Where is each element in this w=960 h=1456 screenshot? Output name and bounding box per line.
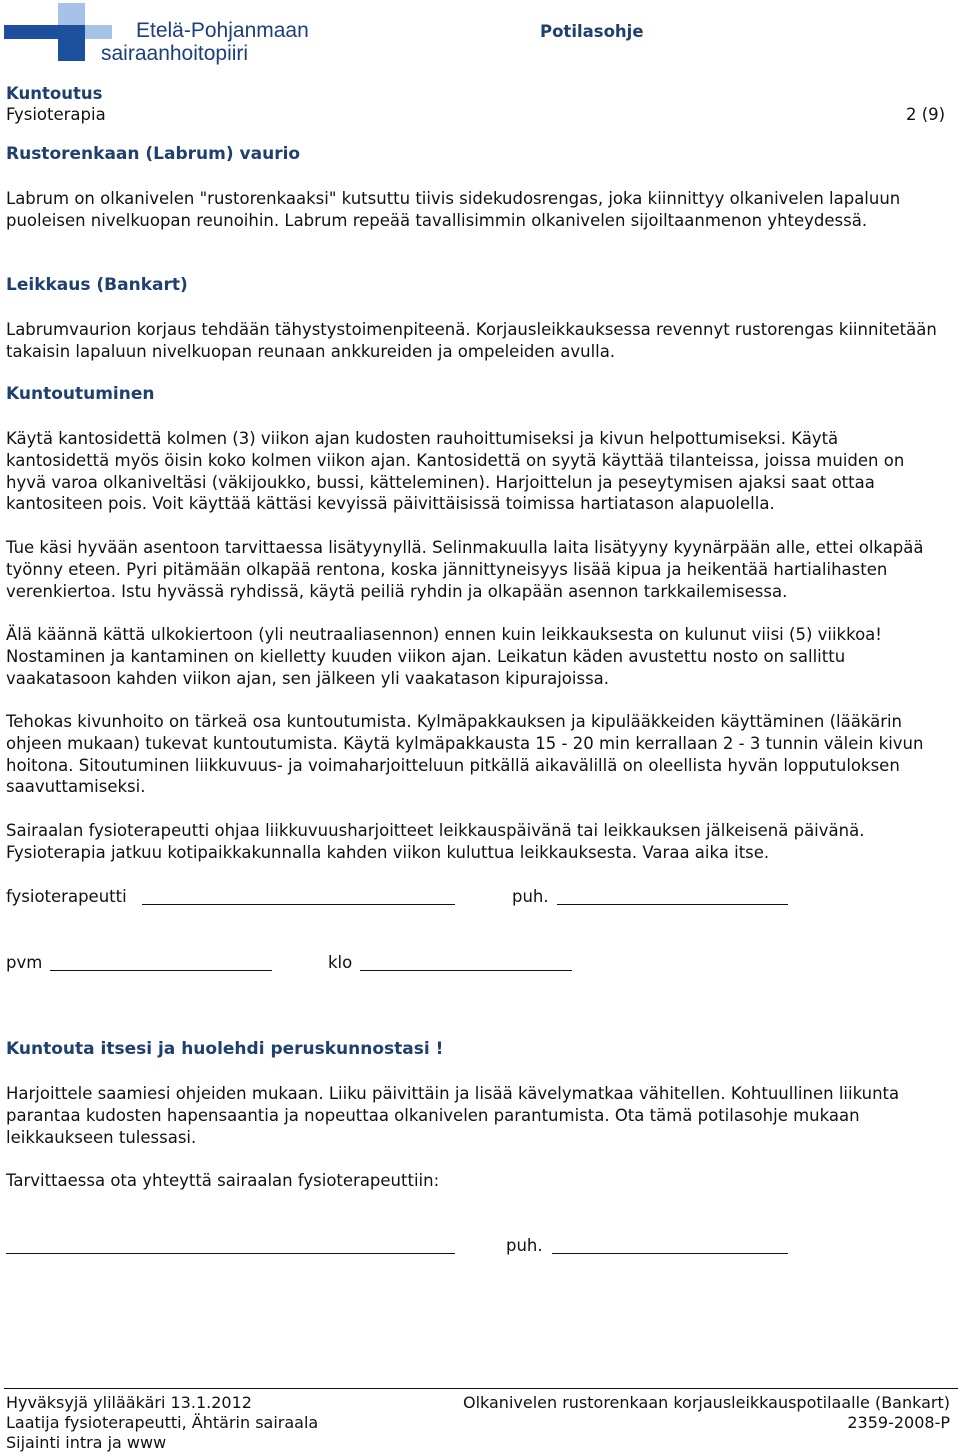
time-label: klo <box>328 953 353 972</box>
therapist-label: fysioterapeutti <box>6 887 127 906</box>
page-title: Rustorenkaan (Labrum) vaurio <box>6 144 301 164</box>
contact-phone-underline[interactable] <box>552 1253 788 1254</box>
rehab-paragraph-5: Sairaalan fysioterapeutti ohjaa liikkuvuusharjoitteet leikkauspäivänä tai leikkauksen jälkeisenä päivänä. Fysioterapia jatkuu kotipaikkakunnalla kahden viikon kuluttua leikkauksesta. Varaa aika itse. <box>6 821 865 862</box>
page-number: 2 (9) <box>906 105 946 124</box>
time-underline[interactable] <box>360 970 572 971</box>
contact-paragraph: Tarvittaessa ota yhteyttä sairaalan fysioterapeuttiin: <box>6 1171 440 1190</box>
logo-block-dark-center <box>40 25 85 39</box>
logo-block-dark-bottom <box>58 39 85 61</box>
org-name-line2: sairaanhoitopiiri <box>101 42 249 65</box>
selfcare-heading: Kuntouta itsesi ja huolehdi peruskunnostasi ! <box>6 1039 444 1059</box>
footer-location: Sijainti intra ja www <box>6 1433 167 1452</box>
contact-name-underline[interactable] <box>6 1253 455 1254</box>
footer-doc-code: 2359-2008-P <box>847 1413 950 1432</box>
rehab-paragraph-4: Tehokas kivunhoito on tärkeä osa kuntoutumista. Kylmäpakkauksen ja kipulääkkeiden käyttäminen (lääkärin ohjeen mukaan) tukevat kuntoutumista. Käytä kylmäpakkausta 15 - 20 min kerrallaan 2 - 3 tunnin välein kivun hoitona. Sitoutuminen liikkuvuus- ja voimaharjoitteluun pitkällä aikavälillä on oleellista hyvän lopputuloksen saavuttamiseksi. <box>6 712 924 797</box>
department-label: Kuntoutus <box>6 84 103 103</box>
rehab-paragraph-3: Älä käännä kättä ulkokiertoon (yli neutraaliasennon) ennen kuin leikkauksesta on kulunut viisi (5) viikkoa! Nostaminen ja kantaminen on kielletty kuuden viikon ajan. Leikatun käden avustettu nosto on sallittu vaakatasoon kahden viikon ajan, sen jälkeen yli vaakatason kipurajoissa. <box>6 625 882 688</box>
date-underline[interactable] <box>50 970 272 971</box>
unit-label: Fysioterapia <box>6 105 106 124</box>
rehab-heading: Kuntoutuminen <box>6 384 155 404</box>
therapist-phone-label: puh. <box>512 887 549 906</box>
surgery-heading: Leikkaus (Bankart) <box>6 275 188 295</box>
surgery-paragraph: Labrumvaurion korjaus tehdään tähystystoimenpiteenä. Korjausleikkauksessa revennyt rustorengas kiinnitetään takaisin lapaluun nivelkuopan reunaan ankkureiden ja ompeleiden avulla. <box>6 320 937 361</box>
rehab-paragraph-2: Tue käsi hyvään asentoon tarvittaessa lisätyynyllä. Selinmakuulla laita lisätyyny kyynärpään alle, ettei olkapää työnny eteen. Pyri pitämään olkapää rentona, koska jännittyneisyys lisää kipua ja heikentää hartialihasten verenkiertoa. Istu hyvässä ryhdissä, käytä peiliä ryhdin ja olkapään asennon tarkkailemisessa. <box>6 538 924 601</box>
document-type: Potilasohje <box>540 22 644 41</box>
date-label: pvm <box>6 953 43 972</box>
intro-paragraph: Labrum on olkanivelen "rustorenkaaksi" kutsuttu tiivis sidekudosrengas, joka kiinnittyy olkanivelen lapaluun puoleisen nivelkuopan reunoihin. Labrum repeää tavallisimmin olkanivelen sijoiltaanmenon yhteydessä. <box>6 189 901 230</box>
logo-block-dark-left <box>4 25 40 39</box>
footer-approved: Hyväksyjä ylilääkäri 13.1.2012 <box>6 1393 252 1412</box>
org-name-line1: Etelä-Pohjanmaan <box>136 19 309 42</box>
therapist-phone-underline[interactable] <box>557 904 788 905</box>
logo-block-light-right <box>85 25 112 39</box>
selfcare-paragraph: Harjoittele saamiesi ohjeiden mukaan. Liiku päivittäin ja lisää kävelymatkaa vähitellen. Kohtuullinen liikunta parantaa kudosten hapensaantia ja nopeuttaa olkanivelen parantumista. Ota tämä potilasohje mukaan leikkaukseen tulessasi. <box>6 1084 900 1147</box>
footer-author: Laatija fysioterapeutti, Ähtärin sairaala <box>6 1413 319 1432</box>
therapist-underline[interactable] <box>142 904 455 905</box>
footer-divider <box>4 1388 958 1389</box>
rehab-paragraph-1: Käytä kantosidettä kolmen (3) viikon ajan kudosten rauhoittumiseksi ja kivun helpottumiseksi. Käytä kantosidettä myös öisin koko kolmen viikon ajan. Kantosidettä on syytä käyttää tilanteissa, joissa muiden on hyvä varoa olkaniveltäsi (väkijoukko, bussi, kätteleminen). Harjoittelun ja peseytymisen ajaksi saat ottaa kantositeen pois. Voit käyttää kättäsi kevyissä päivittäisissä toimissa hartiatason alapuolella. <box>6 429 905 514</box>
footer-doc-title: Olkanivelen rustorenkaan korjausleikkauspotilaalle (Bankart) <box>462 1393 950 1412</box>
contact-phone-label: puh. <box>506 1236 543 1255</box>
